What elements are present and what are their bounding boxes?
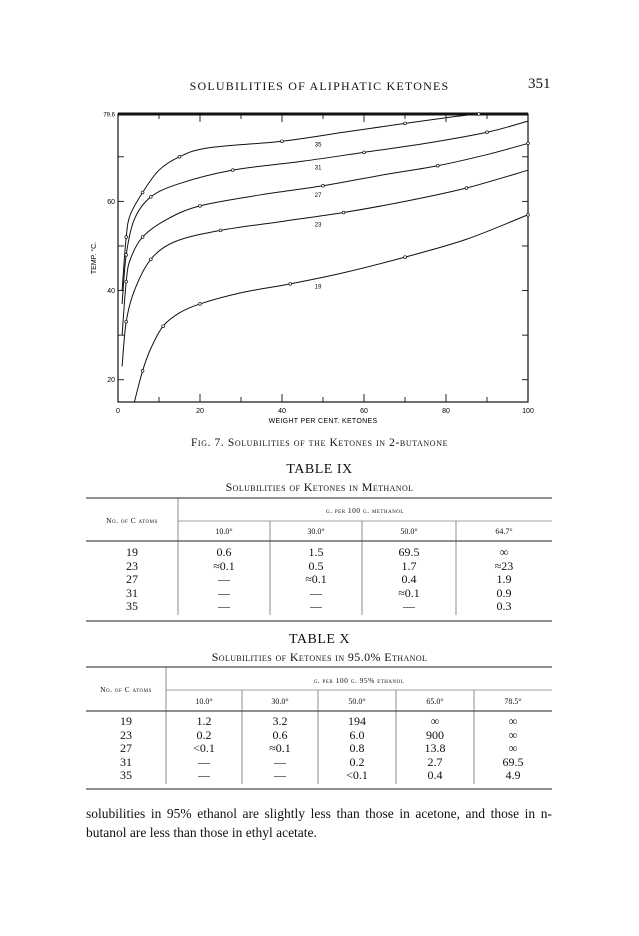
solubility-cell: — (274, 754, 286, 769)
solubility-cell: 0.6 (272, 727, 288, 742)
table10-row-header: No. of C atoms (100, 685, 152, 694)
data-point (322, 184, 325, 187)
solubility-cell: ≈0.1 (398, 585, 420, 600)
table-row (86, 546, 552, 560)
data-point (281, 140, 284, 143)
table-row (86, 587, 552, 601)
solubility-cell: ≈0.1 (305, 572, 327, 587)
table9-col-30: 30.0° (307, 527, 325, 536)
solubility-cell: <0.1 (193, 741, 215, 756)
curve-23 (122, 170, 528, 366)
data-point (486, 131, 489, 134)
solubility-cell: 194 (348, 714, 366, 728)
solubility-cell: ∞ (499, 545, 509, 559)
solubility-cell: 0.4 (427, 768, 443, 783)
carbon-count-cell: 19 (126, 545, 138, 559)
data-point (149, 258, 152, 261)
solubility-cell: ∞ (430, 714, 440, 728)
table10-col-10: 10.0° (195, 697, 213, 706)
data-point (125, 253, 128, 256)
table-row (86, 573, 552, 587)
carbon-count-cell: 27 (126, 572, 138, 587)
data-point (162, 325, 165, 328)
x-tick-label: 60 (360, 408, 368, 415)
data-point (231, 169, 234, 172)
data-point (404, 256, 407, 259)
table10-body (86, 715, 552, 783)
table-row (86, 600, 552, 614)
data-point (342, 211, 345, 214)
solubility-cell: 1.5 (308, 545, 324, 559)
carbon-count-cell: 27 (120, 741, 132, 756)
table9-row-header: No. of C atoms (106, 516, 158, 525)
solubility-cell: — (403, 599, 415, 614)
data-point (199, 204, 202, 207)
solubility-cell: <0.1 (346, 768, 368, 783)
x-tick-label: 0 (116, 408, 120, 415)
x-tick-label: 20 (196, 408, 204, 415)
solubility-cell: 0.5 (308, 558, 324, 573)
solubility-cell: — (198, 768, 210, 783)
solubility-cell: 0.4 (401, 572, 417, 587)
table9-col-64: 64.7° (495, 527, 513, 536)
solubility-cell: ≈0.1 (213, 558, 235, 573)
solubility-cell: 900 (426, 727, 444, 742)
x-axis-label: WEIGHT PER CENT. KETONES (268, 418, 378, 425)
solubility-cell: 0.6 (216, 545, 232, 559)
table9-group-header: g. per 100 g. methanol (326, 506, 404, 515)
carbon-count-cell: 23 (126, 558, 138, 573)
table10-col-30: 30.0° (271, 697, 289, 706)
curve-35 (122, 114, 479, 291)
solubility-cell: 13.8 (424, 741, 446, 756)
data-point (465, 187, 468, 190)
data-point (125, 236, 128, 239)
solubility-cell: 0.2 (349, 754, 365, 769)
solubility-cell: 1.9 (496, 572, 512, 587)
carbon-count-cell: 31 (120, 754, 132, 769)
solubility-cell: 1.7 (401, 558, 417, 573)
data-point (404, 122, 407, 125)
y-axis-label: TEMP. °C. (91, 241, 98, 275)
table-row (86, 729, 552, 743)
y-tick-label: 20 (107, 377, 115, 385)
solubility-cell: ≈23 (494, 558, 514, 573)
table9-body (86, 546, 552, 614)
data-point (477, 113, 480, 116)
solubility-cell: 69.5 (398, 545, 420, 559)
solubility-cell: — (218, 599, 230, 614)
solubility-cell: — (274, 768, 286, 783)
y-tick-label: 60 (107, 198, 115, 206)
x-tick-label: 100 (522, 408, 534, 415)
table9-col-10: 10.0° (215, 527, 233, 536)
data-point (141, 191, 144, 194)
curve-label: 27 (314, 192, 322, 199)
solubility-cell: ∞ (508, 741, 518, 756)
solubility-cell: 0.8 (349, 741, 365, 756)
solubility-cell: 2.7 (427, 754, 443, 769)
data-point (149, 196, 152, 199)
curve-label: 31 (314, 165, 322, 172)
running-title: SOLUBILITIES OF ALIPHATIC KETONES (189, 79, 450, 93)
solubility-cell: — (310, 599, 322, 614)
carbon-count-cell: 35 (120, 768, 132, 783)
solubility-cell: — (310, 585, 322, 600)
data-point (436, 164, 439, 167)
solubility-cell: 4.9 (505, 768, 521, 783)
table10-subtitle: Solubilities of Ketones in 95.0% Ethanol (211, 650, 428, 664)
solubility-cell: — (198, 754, 210, 769)
closing-paragraph: solubilities in 95% ethanol are slightly less than those in acetone, and those in n-butanol are less than those in ethyl acetate. (86, 806, 552, 840)
table-row (86, 769, 552, 783)
x-tick-label: 40 (278, 408, 286, 415)
solubility-cell: 0.2 (196, 727, 212, 742)
table-row (86, 742, 552, 756)
table-row (86, 756, 552, 770)
table9-subtitle: Solubilities of Ketones in Methanol (225, 480, 414, 494)
table10-col-78: 78.5° (504, 697, 522, 706)
y-tick-label: 40 (107, 288, 115, 296)
carbon-count-cell: 31 (126, 585, 138, 600)
data-point (125, 320, 128, 323)
data-point (363, 151, 366, 154)
data-point (527, 213, 530, 216)
table10-col-65: 65.0° (426, 697, 444, 706)
data-point (125, 280, 128, 283)
solubility-cell: 0.9 (496, 585, 512, 600)
y-tick-label: 79.6 (103, 112, 115, 119)
table9-col-50: 50.0° (400, 527, 418, 536)
data-point (527, 142, 530, 145)
carbon-count-cell: 19 (120, 714, 132, 728)
solubility-cell: ∞ (508, 714, 518, 728)
data-point (199, 303, 202, 306)
solubility-cell: 69.5 (502, 754, 524, 769)
curve-19 (134, 215, 528, 402)
table-row (86, 715, 552, 729)
figure-caption: Fig. 7. Solubilities of the Ketones in 2-butanone (190, 437, 449, 449)
table9-title: TABLE IX (286, 462, 353, 477)
solubility-chart (0, 0, 639, 436)
solubility-cell: ∞ (508, 727, 518, 742)
carbon-count-cell: 23 (120, 727, 132, 742)
data-point (141, 369, 144, 372)
data-point (289, 282, 292, 285)
curve-label: 23 (314, 222, 322, 229)
curve-label: 19 (314, 284, 322, 291)
x-tick-label: 80 (442, 408, 450, 415)
table10-group-header: g. per 100 g. 95% ethanol (313, 676, 405, 685)
data-point (141, 236, 144, 239)
data-point (178, 155, 181, 158)
data-point (219, 229, 222, 232)
solubility-cell: ≈0.1 (269, 741, 291, 756)
carbon-count-cell: 35 (126, 599, 138, 614)
page-number: 351 (528, 76, 551, 92)
solubility-cell: 0.3 (496, 599, 512, 614)
table-row (86, 560, 552, 574)
solubility-cell: — (218, 572, 230, 587)
curve-label: 35 (314, 142, 322, 149)
table10-col-50: 50.0° (348, 697, 366, 706)
table10-title: TABLE X (288, 632, 351, 647)
solubility-cell: 3.2 (272, 714, 288, 728)
solubility-cell: 6.0 (349, 727, 365, 742)
solubility-cell: — (218, 585, 230, 600)
solubility-cell: 1.2 (196, 714, 212, 728)
